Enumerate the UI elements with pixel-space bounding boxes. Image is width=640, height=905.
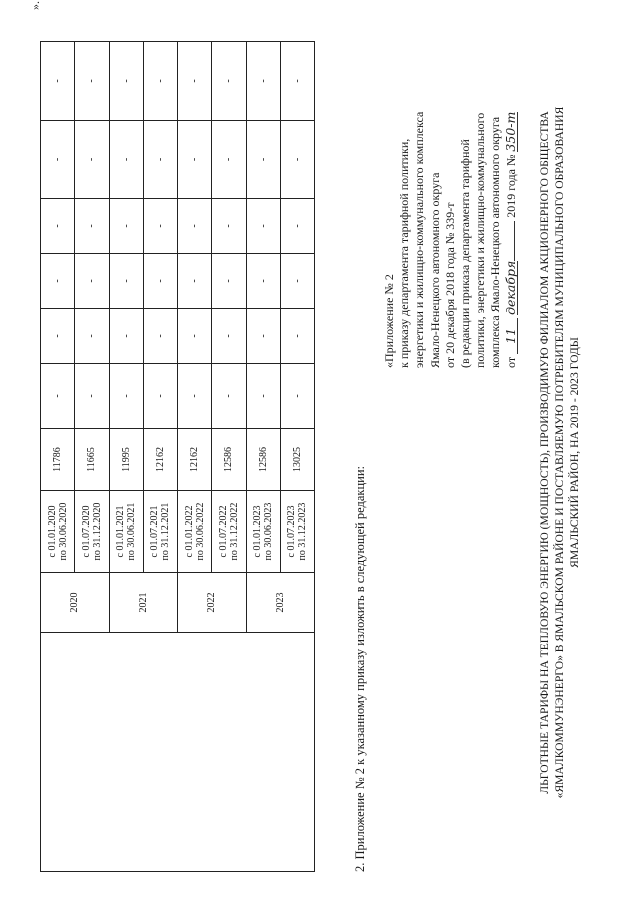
table-row [41,42,75,872]
year-cell: 2023 [246,573,315,633]
period-from: с 01.07.2020 [80,505,92,558]
empty-dash-cell: - [246,42,280,121]
empty-dash-cell: - [41,42,75,121]
tariff-value-cell: 13025 [280,429,314,491]
empty-dash-cell: - [280,121,314,199]
period-to: по 31.12.2020 [91,502,103,561]
empty-dash-cell: - [109,121,143,199]
appendix-date-line [504,8,519,368]
tariff-table [40,41,315,872]
appendix-date-prefix: от [503,356,518,368]
empty-dash-cell: - [143,254,177,309]
empty-dash-cell: - [280,199,314,254]
empty-dash-cell: - [75,309,109,364]
period-from: с 01.07.2021 [149,505,161,558]
empty-dash-cell: - [75,42,109,121]
empty-dash-cell: - [212,254,246,309]
empty-dash-cell: - [212,121,246,199]
period-to: по 31.12.2021 [160,502,172,561]
handwritten-number: 350-т [502,111,518,152]
empty-dash-cell: - [280,309,314,364]
heading-line: ЯМАЛЬСКИЙ РАЙОН, НА 2019 - 2023 ГОДЫ [568,337,581,568]
empty-dash-cell: - [246,364,280,429]
period-from: с 01.01.2023 [252,505,264,558]
empty-dash-cell: - [178,254,212,309]
empty-dash-cell: - [109,364,143,429]
tariff-value-cell: 11665 [75,429,109,491]
empty-dash-cell: - [75,121,109,199]
year-cell: 2022 [178,573,247,633]
empty-dash-cell: - [280,254,314,309]
empty-dash-cell: - [246,199,280,254]
period-cell [280,491,314,573]
appendix-date-mid: 2019 года № [503,154,518,218]
appendix-line: (в редакции приказа департамента тарифной [458,139,473,368]
tariff-value-cell: 12162 [178,429,212,491]
period-to: по 30.06.2020 [57,502,69,561]
empty-dash-cell: - [109,199,143,254]
empty-dash-cell: - [212,42,246,121]
appendix-block [382,8,519,368]
appendix-line: «Приложение № 2 [382,274,396,368]
period-from: с 01.07.2023 [286,505,298,558]
period-cell [246,491,280,573]
period-cell [75,491,109,573]
period-from: с 01.01.2021 [115,505,127,558]
appendix-line: энергетики и жилищно-коммунального комплекса [412,111,427,368]
tariff-table-body [41,42,315,872]
appendix-line: политики, энергетики и жилищно-коммунального [473,112,488,368]
empty-dash-cell: - [41,309,75,364]
year-cell: 2020 [41,573,110,633]
empty-dash-cell: - [41,199,75,254]
empty-dash-cell: - [109,254,143,309]
empty-dash-cell: - [41,364,75,429]
period-cell [212,491,246,573]
period-cell [143,491,177,573]
empty-dash-cell: - [143,364,177,429]
handwritten-month: декабря [502,260,518,315]
document-heading [537,30,582,875]
empty-dash-cell: - [246,121,280,199]
empty-dash-cell: - [280,364,314,429]
empty-dash-cell: - [178,121,212,199]
period-to: по 30.06.2021 [126,502,138,561]
period-from: с 01.01.2020 [46,505,58,558]
amendment-note: 2. Приложение № 2 к указанному приказу изложить в следующей редакции: [353,466,367,872]
appendix-line: от 20 декабря 2018 года № 339-т [442,202,457,368]
empty-dash-cell: - [41,254,75,309]
period-cell [178,491,212,573]
empty-dash-cell: - [280,42,314,121]
period-to: по 30.06.2022 [194,502,206,561]
empty-dash-cell: - [143,309,177,364]
tariff-value-cell: 12586 [246,429,280,491]
empty-dash-cell: - [75,199,109,254]
heading-line: ЛЬГОТНЫЕ ТАРИФЫ НА ТЕПЛОВУЮ ЭНЕРГИЮ (МОЩНОСТЬ), ПРОИЗВОДИМУЮ ФИЛИАЛОМ АКЦИОНЕРНОГО ОБЩЕСТВА [538,111,551,794]
heading-line: «ЯМАЛКОММУНЭНЕРГО» В ЯМАЛЬСКОМ РАЙОНЕ И ПОСТАВЛЯЕМУЮ ПОТРЕБИТЕЛЯМ МУНИЦИПАЛЬНОГО ОБРАЗОВАНИЯ [553,106,566,799]
period-from: с 01.07.2022 [217,505,229,558]
period-cell [109,491,143,573]
empty-dash-cell: - [178,199,212,254]
period-to: по 31.12.2022 [228,502,240,561]
empty-dash-cell: - [143,199,177,254]
empty-dash-cell: - [143,42,177,121]
empty-dash-cell: - [246,309,280,364]
amendment-close-quote: ». [28,1,42,10]
period-to: по 30.06.2023 [263,502,275,561]
empty-dash-cell: - [212,199,246,254]
empty-dash-cell: - [75,364,109,429]
tariff-value-cell: 11995 [109,429,143,491]
empty-dash-cell: - [75,254,109,309]
empty-dash-cell: - [178,309,212,364]
appendix-line: к приказу департамента тарифной политики, [397,138,412,368]
empty-dash-cell: - [212,309,246,364]
period-to: по 31.12.2023 [297,502,309,561]
empty-dash-cell: - [41,121,75,199]
year-cell: 2021 [109,573,178,633]
appendix-line: комплекса Ямало-Ненецкого автономного округа [488,116,503,368]
empty-dash-cell: - [109,42,143,121]
empty-dash-cell: - [109,309,143,364]
tariff-value-cell: 11786 [41,429,75,491]
blank-cell [41,633,315,872]
blank-line [514,221,515,261]
appendix-line: Ямало-Ненецкого автономного округа [427,172,442,368]
handwritten-day: 11 [505,318,518,354]
period-cell [41,491,75,573]
tariff-value-cell: 12586 [212,429,246,491]
empty-dash-cell: - [178,42,212,121]
empty-dash-cell: - [246,254,280,309]
tariff-value-cell: 12162 [143,429,177,491]
empty-dash-cell: - [212,364,246,429]
empty-dash-cell: - [178,364,212,429]
period-from: с 01.01.2022 [183,505,195,558]
empty-dash-cell: - [143,121,177,199]
